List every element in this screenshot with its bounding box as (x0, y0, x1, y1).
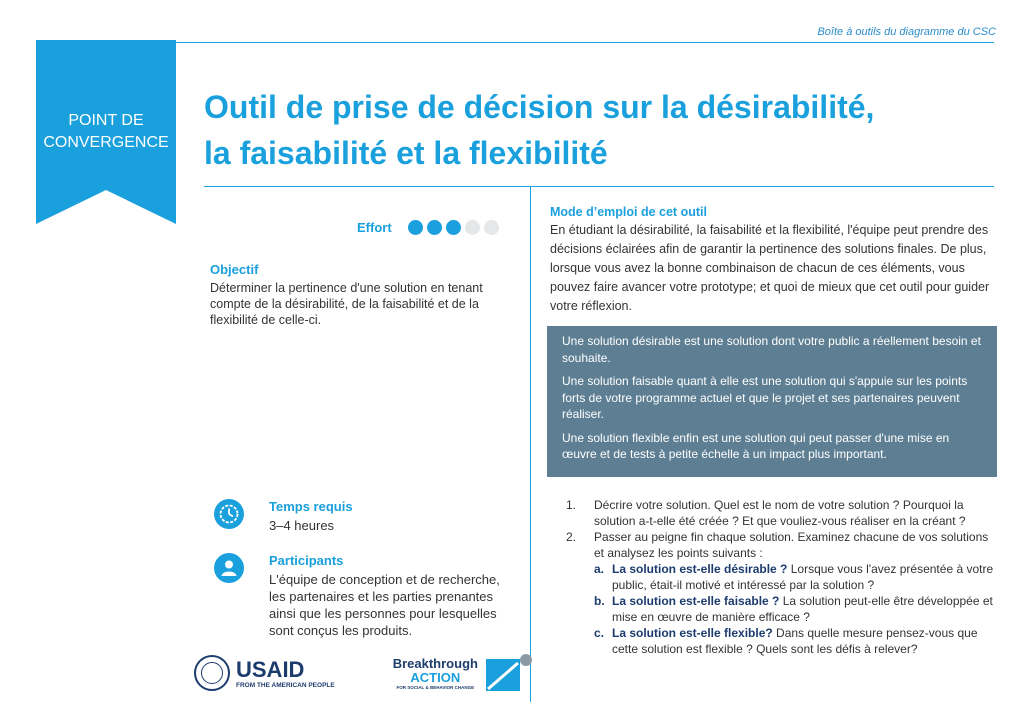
sub-item-b (594, 593, 998, 625)
participants-text: L'équipe de conception et de recherche, les partenaires et les parties prenantes ainsi que les personnes pour lesquelles sont conçus les produits. (269, 572, 500, 638)
definition-feasible: Une solution faisable quant à elle est une solution qui s'appuie sur les points forts de votre programme actuel et que le projet et ses partenaires peuvent réaliser. (562, 374, 968, 421)
sub-question: La solution est-elle flexible? (612, 626, 773, 640)
title-line-2: la faisabilité et la flexibilité (204, 135, 608, 171)
banner-line-2: CONVERGENCE (43, 134, 169, 151)
effort-dot-2 (427, 220, 442, 235)
sub-question: La solution est-elle faisable ? (612, 594, 780, 608)
step-text: Décrire votre solution. Quel est le nom de votre solution ? Pourquoi la solution a-t-elle été créée ? Et que vouliez-vous réaliser en la créant ? (594, 498, 966, 528)
sub-letter: a. (594, 562, 605, 576)
convergence-banner (36, 40, 176, 224)
sub-item-a (594, 561, 998, 593)
list-item (566, 497, 998, 529)
mode-heading: Mode d’emploi de cet outil (550, 205, 707, 219)
effort-dot-5 (484, 220, 499, 235)
sub-question: La solution est-elle désirable ? (612, 562, 788, 576)
effort-rating (357, 220, 503, 235)
usaid-tagline: FROM THE AMERICAN PEOPLE (236, 681, 335, 689)
sub-text: La solution peut-elle être développée et mise en œuvre de manière efficace ? (612, 594, 993, 624)
definition-desirable: Une solution désirable est une solution dont votre public a réellement besoin et souhaite. (562, 334, 981, 365)
steps-list (566, 497, 998, 657)
participants-section (214, 553, 514, 639)
objective-text: Déterminer la pertinence d'une solution en tenant compte de la désirabilité, de la faisabilité et de la flexibilité de celle-ci. (210, 281, 483, 327)
objective-heading: Objectif (210, 262, 259, 277)
definitions-box (547, 326, 997, 477)
effort-dot-4 (465, 220, 480, 235)
page-title (204, 84, 984, 176)
sub-text: Lorsque vous l'avez présentée à votre public, était-il motivé et intéressé par la solution ? (612, 562, 994, 592)
effort-dot-1 (408, 220, 423, 235)
step-text: Passer au peigne fin chaque solution. Examinez chacune de vos solutions et analysez les points suivants : (594, 530, 989, 560)
step-number: 2. (566, 530, 577, 544)
time-text: 3–4 heures (269, 518, 335, 533)
person-icon (214, 553, 244, 583)
column-divider (530, 187, 531, 702)
sub-item-c (594, 625, 998, 657)
breakthrough-mark-icon (484, 653, 534, 693)
sub-letter: c. (594, 626, 605, 640)
title-line-1: Outil de prise de décision sur la désirabilité, (204, 89, 875, 125)
time-section (214, 499, 514, 534)
effort-dot-3 (446, 220, 461, 235)
participants-heading: Participants (269, 553, 344, 568)
usaid-wordmark: USAID (236, 656, 305, 682)
banner-line-1: POINT DE (68, 112, 144, 129)
mode-text: En étudiant la désirabilité, la faisabilité et la flexibilité, l'équipe peut prendre des décisions éclairées afin de garantir la pertinence des solutions finales. De plus, lorsque vous avez la bonne combinaison de chacun de ces éléments, vous pouvez faire avancer votre prototype; et quoi de mieux que cet outil pour guider votre réflexion. (550, 223, 990, 313)
sub-letter: b. (594, 594, 605, 608)
effort-label: Effort (357, 220, 392, 235)
banner-text (36, 110, 176, 154)
sub-text: Dans quelle mesure pensez-vous que cette solution est flexible ? Quels sont les défis à relever? (612, 626, 978, 656)
time-heading: Temps requis (269, 499, 353, 514)
definition-flexible: Une solution flexible enfin est une solution qui peut passer d'une mise en œuvre et de tests à petite échelle à un impact plus important. (562, 430, 950, 461)
list-item (566, 529, 998, 561)
top-rule (176, 42, 994, 43)
ba-line-3: FOR SOCIAL & BEHAVIOR CHANGE (396, 684, 475, 690)
objective-section (210, 262, 510, 328)
usaid-logo (236, 658, 335, 689)
title-rule (204, 186, 994, 187)
usaid-seal-icon (194, 655, 230, 691)
ba-line-2: ACTION (410, 669, 461, 685)
ba-line-1: Breakthrough (392, 655, 478, 671)
toolkit-label: Boîte à outils du diagramme du CSC (817, 26, 996, 38)
step-number: 1. (566, 498, 577, 512)
clock-icon (214, 499, 244, 529)
breakthrough-action-logo (393, 653, 534, 693)
partner-logos (194, 653, 534, 693)
